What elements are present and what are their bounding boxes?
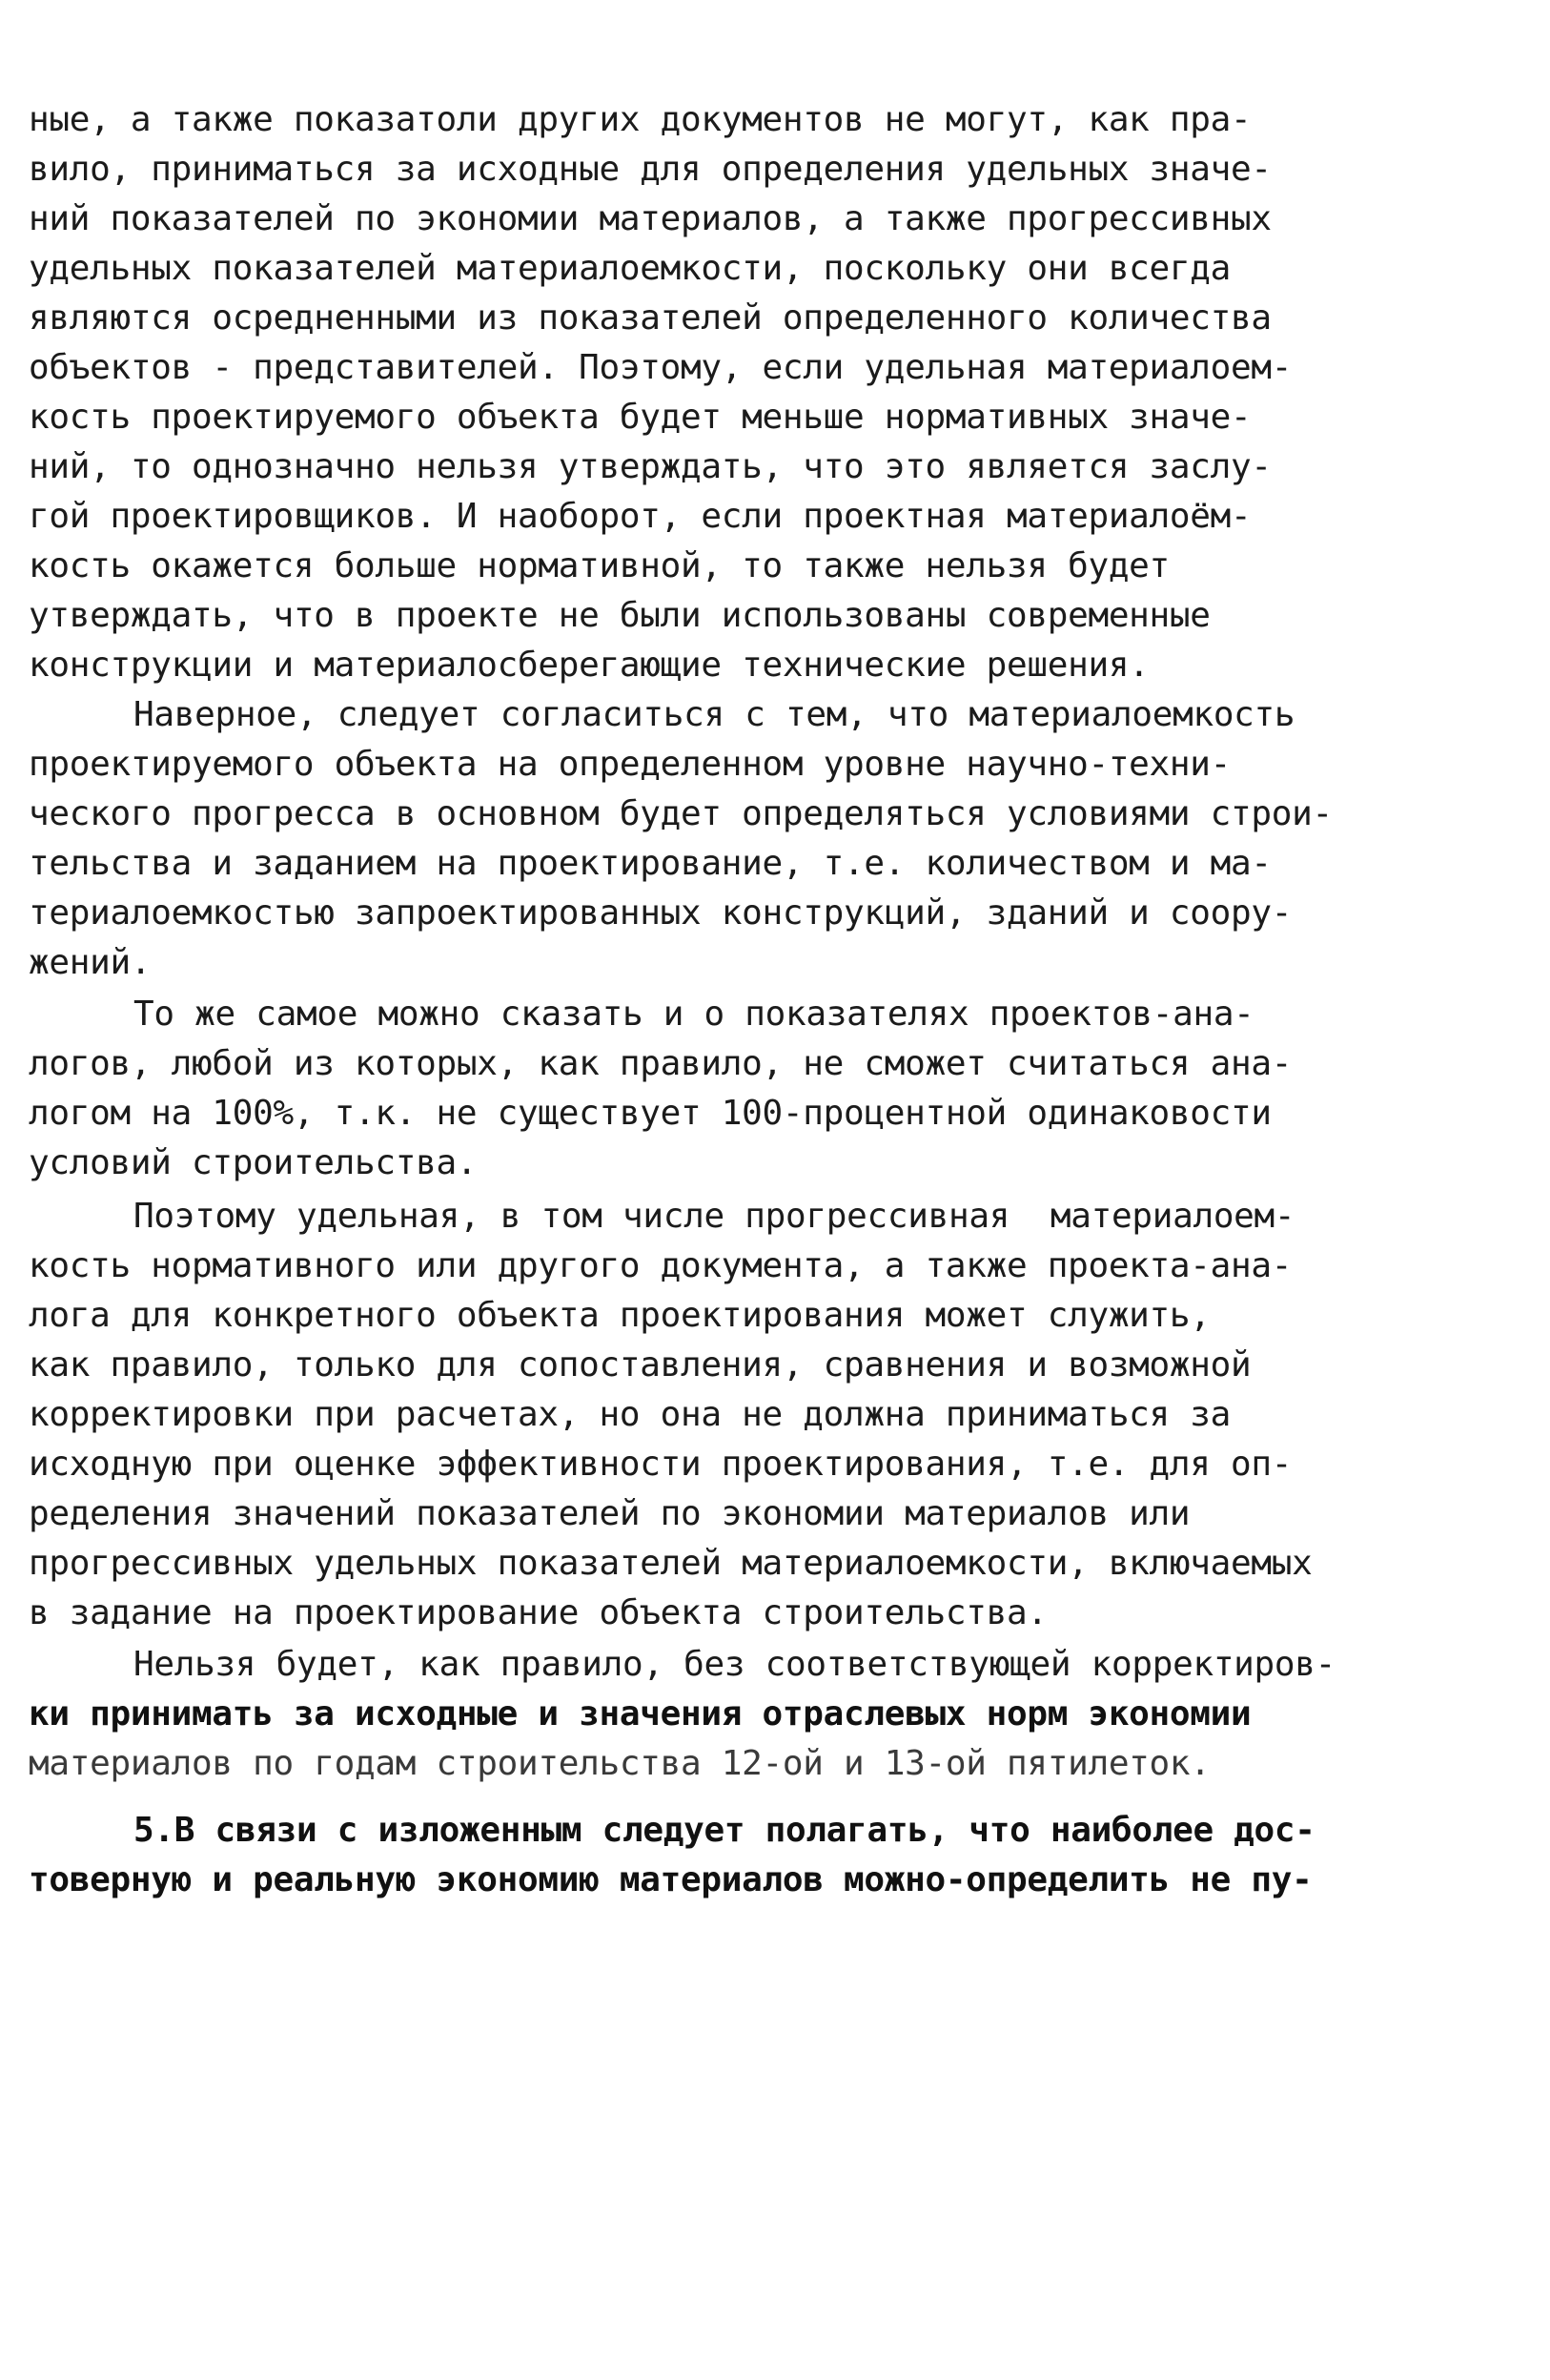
paragraph-first-line: То же самое можно сказать и о показателях проектов-ана- [133, 995, 1254, 1034]
text-line: прогрессивных удельных показателей материалоемкости, включаемых [29, 1544, 1313, 1583]
section-5-first-line: 5.В связи с изложенным следует полагать, что наиболее дос- [133, 1811, 1315, 1850]
text-line: корректировки при расчетах, но она не должна приниматься за [29, 1395, 1232, 1434]
text-line: кость окажется больше нормативной, то также нельзя будет [29, 546, 1170, 585]
paragraph-first-line: Наверное, следует согласиться с тем, что материалоемкость [133, 695, 1295, 734]
text-line: утверждать, что в проекте не были использованы современные [29, 596, 1211, 635]
text-line: кость нормативного или другого документа, а также проекта-ана- [29, 1246, 1293, 1285]
text-line: ний, то однозначно нельзя утверждать, что это является заслу- [29, 447, 1272, 486]
text-line: как правило, только для сопоставления, сравнения и возможной [29, 1345, 1252, 1385]
text-line: тельства и заданием на проектирование, т.е. количеством и ма- [29, 844, 1272, 883]
text-line: в задание на проектирование объекта строительства. [29, 1593, 1048, 1632]
text-line: ческого прогресса в основном будет определяться условиями строи- [29, 794, 1333, 833]
text-line: ределения значений показателей по экономии материалов или [29, 1494, 1191, 1533]
text-line: вило, приниматься за исходные для определения удельных значе- [29, 150, 1272, 189]
text-line: условий строительства. [29, 1143, 478, 1182]
text-line: гой проектировщиков. И наоборот, если проектная материалоём- [29, 497, 1252, 536]
paragraph-first-line: Нельзя будет, как правило, без соответствующей корректиров- [133, 1645, 1336, 1684]
text-line: ки принимать за исходные и значения отраслевых норм экономии [29, 1694, 1252, 1734]
text-line: удельных показателей материалоемкости, поскольку они всегда [29, 249, 1232, 288]
text-line: объектов - представителей. Поэтому, если удельная материалоем- [29, 348, 1293, 387]
text-line: конструкции и материалосберегающие технические решения. [29, 646, 1150, 685]
text-line: лога для конкретного объекта проектирования может служить, [29, 1296, 1211, 1335]
text-line: материалов по годам строительства 12-ой и 13-ой пятилеток. [29, 1744, 1211, 1783]
text-line: логов, любой из которых, как правило, не сможет считаться ана- [29, 1044, 1293, 1083]
text-line: кость проектируемого объекта будет меньше нормативных значе- [29, 398, 1252, 437]
text-line: являются осредненными из показателей определенного количества [29, 298, 1272, 338]
text-line: товерную и реальную экономию материалов можно-определить не пу- [29, 1860, 1313, 1899]
text-line: исходную при оценке эффективности проектирования, т.е. для оп- [29, 1445, 1293, 1484]
text-line: ные, а также показатоли других документов не могут, как пра- [29, 100, 1252, 139]
paragraph-first-line: Поэтому удельная, в том числе прогрессивная материалоем- [133, 1197, 1295, 1236]
text-line: проектируемого объекта на определенном уровне научно-техни- [29, 745, 1232, 784]
text-line: логом на 100%, т.к. не существует 100-процентной одинаковости [29, 1094, 1272, 1133]
text-line: ний показателей по экономии материалов, а также прогрессивных [29, 199, 1272, 238]
text-line: жений. [29, 943, 152, 982]
text-line: териалоемкостью запроектированных конструкций, зданий и соору- [29, 893, 1293, 933]
